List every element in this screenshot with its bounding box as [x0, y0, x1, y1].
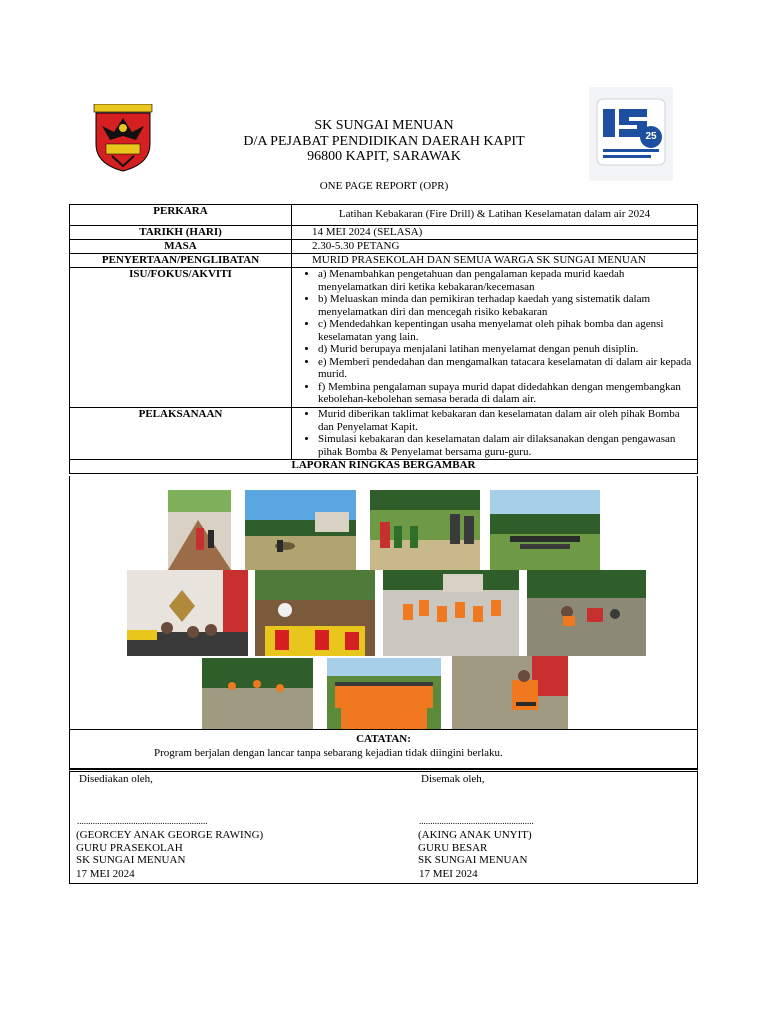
checked-by-heading: Disemak oleh, — [421, 773, 485, 785]
prepared-by-school: SK SUNGAI MENUAN — [76, 854, 186, 866]
isu-item: • b) Meluaskan minda dan pemikiran terhadap kaedah yang sistematik dalam menyelamatkan diri dan mencegah risiko kebakaran — [318, 293, 693, 318]
photo-river-rescue — [527, 570, 646, 656]
photo-water-vest — [452, 656, 568, 729]
photo-bomba-briefing — [370, 490, 480, 570]
catatan-box — [69, 729, 698, 769]
isu-list — [296, 268, 693, 406]
photo-classroom — [127, 570, 248, 656]
checked-by-dots: ................................................... — [419, 816, 534, 826]
masa-label: MASA — [70, 240, 292, 254]
checked-by-position: GURU BESAR — [418, 842, 488, 854]
photo-chairs — [255, 570, 375, 656]
pelaksanaan-list — [296, 408, 693, 458]
office-name: D/A PEJABAT PENDIDIKAN DAERAH KAPIT — [243, 134, 525, 149]
logo-number: 25 — [645, 131, 657, 142]
photo-vest-lineup — [327, 658, 441, 729]
isu-list-cell — [292, 268, 698, 408]
photo-corridor — [168, 490, 231, 570]
isu-item: • d) Murid berupaya menjalani latihan menyelamat dengan penuh disiplin. — [318, 343, 693, 356]
photo-field-fire — [245, 490, 356, 570]
laporan-heading: LAPORAN RINGKAS BERGAMBAR — [70, 460, 698, 474]
address: 96800 KAPIT, SARAWAK — [307, 149, 461, 164]
masa-value: 2.30-5.30 PETANG — [292, 240, 698, 254]
photo-vest-group — [383, 570, 519, 656]
prepared-by-dots: .......................................................... — [77, 816, 208, 826]
isu-label: ISU/FOKUS/AKVITI — [70, 268, 292, 408]
isu-item: • f) Membina pengalaman supaya murid dapat didedahkan dengan mengembangkan kebolehan-kebolehan semasa berada di dalam air. — [318, 381, 693, 406]
tarikh-label: TARIKH (HARI) — [70, 226, 292, 240]
checked-by-date: 17 MEI 2024 — [419, 868, 478, 880]
isu-item: • c) Mendedahkan kepentingan usaha menyelamat oleh pihak bomba dan agensi keselamatan yang lain. — [318, 318, 693, 343]
perkara-value: Latihan Kebakaran (Fire Drill) & Latihan Keselamatan dalam air 2024 — [292, 205, 698, 226]
penyertaan-value: MURID PRASEKOLAH DAN SEMUA WARGA SK SUNGAI MENUAN — [292, 254, 698, 268]
prepared-by-name: (GEORCEY ANAK GEORGE RAWING) — [76, 829, 264, 841]
pelaksanaan-list-cell — [292, 408, 698, 460]
report-table — [69, 204, 698, 474]
checked-by-name: (AKING ANAK UNYIT) — [418, 829, 532, 841]
prepared-by-date: 17 MEI 2024 — [76, 868, 135, 880]
prepared-by-heading: Disediakan oleh, — [79, 773, 153, 785]
perkara-label: PERKARA — [70, 205, 292, 226]
catatan-title: CATATAN: — [356, 733, 411, 745]
penyertaan-label: PENYERTAAN/PENGLIBATAN — [70, 254, 292, 268]
catatan-text: Program berjalan dengan lancar tanpa sebarang kejadian tidak diingini berlaku. — [154, 747, 503, 759]
tarikh-value: 14 MEI 2024 (SELASA) — [292, 226, 698, 240]
checked-by-school: SK SUNGAI MENUAN — [418, 854, 528, 866]
pelaksanaan-item: • Simulasi kebakaran dan keselamatan dalam air dilaksanakan dengan pengawasan pihak Bomba & Penyelamat bersama guru-guru. — [318, 433, 693, 458]
photo-field-assembly — [490, 490, 600, 570]
prepared-by-position: GURU PRASEKOLAH — [76, 842, 183, 854]
signature-section — [69, 769, 698, 884]
isu-item: • e) Memberi pendedahan dan mengamalkan tatacara keselamatan di dalam air kepada murid. — [318, 356, 693, 381]
photo-river-swim — [202, 658, 313, 729]
pelaksanaan-label: PELAKSANAAN — [70, 408, 292, 460]
isu-item: • a) Menambahkan pengetahuan dan pengalaman kepada murid kaedah menyelamatkan diri ketika kebakaran/kecemasan — [318, 268, 693, 293]
school-name: SK SUNGAI MENUAN — [314, 118, 454, 133]
report-type: ONE PAGE REPORT (OPR) — [319, 180, 449, 192]
pelaksanaan-item: • Murid diberikan taklimat kebakaran dan keselamatan dalam air oleh pihak Bomba dan Penyelamat Kapit. — [318, 408, 693, 433]
photo-gallery — [69, 476, 698, 730]
